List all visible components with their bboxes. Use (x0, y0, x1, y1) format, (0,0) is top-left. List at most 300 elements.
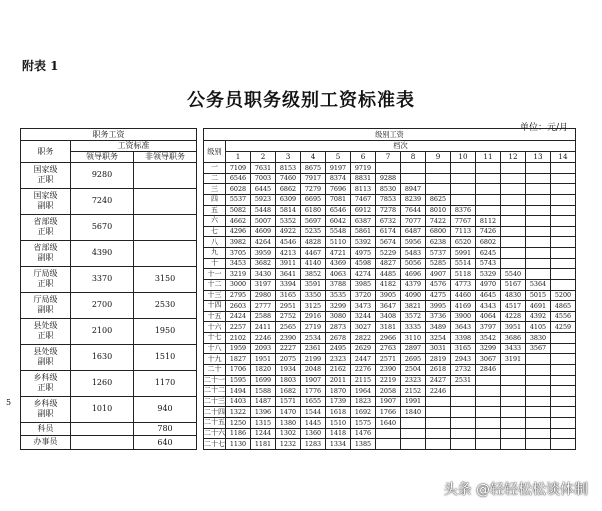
appendix-label: 附表 1 (22, 59, 59, 73)
level-salary-cell: 2565 (276, 322, 301, 333)
level-salary-cell: 6520 (451, 237, 476, 248)
level-salary-cell (451, 163, 476, 174)
level-salary-cell: 1827 (226, 354, 251, 365)
level-salary-cell: 6387 (351, 216, 376, 227)
grade-number: 2 (251, 152, 276, 163)
level-name: 二十 (204, 364, 226, 375)
level-name: 十六 (204, 322, 226, 333)
level-row (204, 301, 576, 312)
level-salary-cell: 3197 (251, 279, 276, 290)
leading-salary (71, 422, 134, 436)
level-salary-cell: 2162 (326, 364, 351, 375)
level-salary-cell (401, 163, 426, 174)
level-salary-cell: 1302 (276, 428, 301, 439)
nonleading-salary: 2530 (134, 292, 197, 318)
level-salary-cell: 4182 (376, 279, 401, 290)
level-salary-cell: 3641 (276, 269, 301, 280)
level-salary-cell: 1403 (226, 396, 251, 407)
level-salary-cell: 1823 (351, 396, 376, 407)
level-salary-cell (501, 226, 526, 237)
level-salary-cell: 3408 (376, 311, 401, 322)
grade-number: 12 (501, 152, 526, 163)
level-name: 十 (204, 258, 226, 269)
post-name: 科员 (21, 422, 71, 436)
level-salary-cell: 3591 (301, 279, 326, 290)
leading-salary: 2700 (71, 292, 134, 318)
level-salary-cell: 4662 (226, 216, 251, 227)
level-salary-cell: 4721 (326, 248, 351, 259)
level-salary-cell (551, 343, 576, 354)
level-row (204, 343, 576, 354)
leading-salary: 5670 (71, 214, 134, 240)
level-salary-cell: 4064 (476, 311, 501, 322)
level-salary-cell: 9197 (326, 163, 351, 174)
level-row (204, 396, 576, 407)
level-salary-cell: 9288 (376, 173, 401, 184)
leading-salary: 2100 (71, 318, 134, 344)
level-row (204, 269, 576, 280)
level-row (204, 184, 576, 195)
level-salary-cell: 1820 (251, 364, 276, 375)
level-salary-cell: 4517 (501, 301, 526, 312)
level-salary-cell: 1494 (226, 386, 251, 397)
side-mark: 5 (6, 398, 12, 407)
level-salary-cell (526, 354, 551, 365)
post-row (21, 188, 197, 214)
level-salary-cell (526, 407, 551, 418)
level-salary-cell: 4264 (251, 237, 276, 248)
level-row (204, 163, 576, 174)
level-salary-cell (501, 375, 526, 386)
level-salary-cell: 4546 (276, 237, 301, 248)
level-salary-cell (551, 333, 576, 344)
level-salary-cell (551, 163, 576, 174)
level-salary-cell: 2276 (351, 364, 376, 375)
nonleading-salary: 780 (134, 422, 197, 436)
level-salary-cell (476, 418, 501, 429)
level-salary-cell (476, 163, 501, 174)
level-salary-cell (501, 364, 526, 375)
level-salary-cell: 2719 (301, 322, 326, 333)
level-row (204, 205, 576, 216)
leading-salary: 9280 (71, 163, 134, 189)
level-name: 十八 (204, 343, 226, 354)
level-salary-cell: 4460 (451, 290, 476, 301)
grade-number: 10 (451, 152, 476, 163)
level-salary-cell: 8947 (401, 184, 426, 195)
level-salary-cell: 6800 (426, 226, 451, 237)
level-salary-cell: 5285 (426, 258, 451, 269)
level-salary-cell: 4485 (376, 269, 401, 280)
level-salary-cell: 5737 (426, 248, 451, 259)
level-salary-cell: 1907 (301, 375, 326, 386)
level-salary-cell (476, 173, 501, 184)
level-salary-cell: 8113 (351, 184, 376, 195)
level-salary-cell (451, 407, 476, 418)
level-salary-cell: 3572 (401, 311, 426, 322)
level-salary-cell: 3027 (351, 322, 376, 333)
leading-salary: 7240 (71, 188, 134, 214)
level-salary-cell (501, 407, 526, 418)
level-salary-cell (501, 237, 526, 248)
level-name: 一 (204, 163, 226, 174)
level-salary-cell: 5956 (401, 237, 426, 248)
level-name: 三 (204, 184, 226, 195)
grade-number: 11 (476, 152, 501, 163)
level-salary-cell: 2323 (326, 354, 351, 365)
level-salary-cell (501, 163, 526, 174)
level-salary-cell: 3985 (351, 279, 376, 290)
leading-post-header: 领导职务 (71, 152, 134, 163)
post-row (21, 396, 197, 422)
level-salary-cell: 4645 (476, 290, 501, 301)
level-salary-cell: 2447 (351, 354, 376, 365)
level-salary-cell: 7696 (326, 184, 351, 195)
level-salary-cell (551, 205, 576, 216)
level-salary-cell (501, 258, 526, 269)
level-salary-cell (376, 163, 401, 174)
level-salary-cell: 3720 (351, 290, 376, 301)
level-salary-cell (501, 418, 526, 429)
level-salary-cell: 2819 (426, 354, 451, 365)
level-salary-cell (551, 354, 576, 365)
level-salary-cell (526, 439, 551, 450)
level-salary-cell (526, 258, 551, 269)
level-salary-cell: 5697 (301, 216, 326, 227)
level-salary-cell (551, 407, 576, 418)
level-salary-cell: 6546 (326, 205, 351, 216)
level-salary-cell: 2048 (301, 364, 326, 375)
level-name: 十九 (204, 354, 226, 365)
level-name: 二十四 (204, 407, 225, 416)
level-salary-cell: 5514 (451, 258, 476, 269)
nonleading-salary (134, 163, 197, 189)
level-salary-cell (451, 418, 476, 429)
level-salary-cell: 4369 (326, 258, 351, 269)
level-salary-cell: 8239 (401, 194, 426, 205)
grade-number: 14 (551, 152, 576, 163)
level-salary-cell (526, 194, 551, 205)
level-salary-cell: 3736 (426, 311, 451, 322)
level-salary-cell: 3398 (451, 333, 476, 344)
level-salary-cell: 4828 (301, 237, 326, 248)
level-salary-cell: 2102 (226, 333, 251, 344)
post-row (21, 370, 197, 396)
level-salary-cell (426, 396, 451, 407)
level-salary-cell: 3453 (226, 258, 251, 269)
post-name: 厅局级 副职 (21, 292, 71, 318)
level-salary-cell: 3982 (226, 237, 251, 248)
level-name: 十四 (204, 301, 226, 312)
level-salary-cell (551, 428, 576, 439)
level-salary-cell: 2943 (451, 354, 476, 365)
level-salary-cell: 1739 (326, 396, 351, 407)
level-salary-cell: 7081 (326, 194, 351, 205)
level-salary-cell: 7631 (251, 163, 276, 174)
level-salary-cell: 1322 (226, 407, 251, 418)
level-salary-cell: 3350 (301, 290, 326, 301)
level-salary-cell (476, 428, 501, 439)
level-salary-cell: 5448 (251, 205, 276, 216)
level-salary-cell: 2152 (401, 386, 426, 397)
level-salary-cell: 5200 (551, 290, 576, 301)
level-salary-cell: 1385 (351, 439, 376, 450)
level-salary-cell: 7917 (301, 173, 326, 184)
level-salary-cell (476, 194, 501, 205)
level-salary-cell: 3110 (401, 333, 426, 344)
level-row (204, 418, 576, 429)
level-salary-cell (526, 396, 551, 407)
level-salary-cell: 5364 (526, 279, 551, 290)
level-salary-cell (426, 407, 451, 418)
level-salary-cell (426, 163, 451, 174)
level-salary-cell: 3905 (376, 290, 401, 301)
level-salary-cell (476, 205, 501, 216)
level-salary-cell: 3821 (401, 301, 426, 312)
level-salary-cell: 1803 (276, 375, 301, 386)
level-salary-cell: 5814 (276, 205, 301, 216)
level-salary-cell: 6238 (426, 237, 451, 248)
level-salary-cell: 2534 (301, 333, 326, 344)
leading-salary: 1010 (71, 396, 134, 422)
level-salary-cell: 4696 (401, 269, 426, 280)
level-salary-cell: 3254 (426, 333, 451, 344)
level-salary-cell: 4275 (426, 290, 451, 301)
level-salary-cell: 4773 (451, 279, 476, 290)
level-salary-cell: 3489 (426, 322, 451, 333)
level-salary-cell: 4691 (526, 301, 551, 312)
level-salary-cell (476, 439, 501, 450)
level-salary-cell (501, 194, 526, 205)
level-salary-cell: 2361 (301, 343, 326, 354)
level-salary-cell: 3682 (251, 258, 276, 269)
level-salary-cell: 3191 (501, 354, 526, 365)
level-name: 十一 (204, 269, 226, 280)
level-row (204, 216, 576, 227)
level-row (204, 279, 576, 290)
level-salary-cell: 5329 (476, 269, 501, 280)
level-salary-cell: 1640 (376, 418, 401, 429)
grade-number: 9 (426, 152, 451, 163)
standard-header: 工资标准 (71, 141, 197, 152)
level-salary-cell (426, 418, 451, 429)
level-salary-cell: 6487 (401, 226, 426, 237)
level-salary-cell: 6309 (276, 194, 301, 205)
level-salary-cell: 1476 (351, 428, 376, 439)
level-salary-cell: 4169 (451, 301, 476, 312)
level-salary-cell (451, 184, 476, 195)
level-salary-cell: 1655 (301, 396, 326, 407)
level-salary-cell: 7426 (476, 226, 501, 237)
level-salary-cell: 4259 (551, 322, 576, 333)
level-salary-cell: 3244 (351, 311, 376, 322)
level-salary-cell: 1964 (351, 386, 376, 397)
level-name: 八 (204, 237, 226, 248)
level-row (204, 428, 576, 439)
level-salary-cell: 3900 (451, 311, 476, 322)
level-salary-cell (501, 386, 526, 397)
level-name: 六 (204, 216, 226, 227)
level-salary-cell: 4213 (276, 248, 301, 259)
level-salary-cell: 3165 (451, 343, 476, 354)
level-salary-cell: 4609 (251, 226, 276, 237)
post-column-header: 职务 (21, 141, 71, 163)
level-salary-cell: 4379 (401, 279, 426, 290)
post-name: 乡科级 正职 (21, 370, 71, 396)
level-salary-cell (551, 279, 576, 290)
level-salary-cell: 3705 (226, 248, 251, 259)
level-salary-cell (526, 216, 551, 227)
level-salary-cell (501, 439, 526, 450)
level-salary-cell: 7422 (426, 216, 451, 227)
level-salary-cell: 2695 (401, 354, 426, 365)
post-name: 办事员 (21, 436, 71, 450)
level-salary-cell: 1470 (276, 407, 301, 418)
nonleading-salary: 640 (134, 436, 197, 450)
unit-note: 单位：元/月 (519, 123, 568, 133)
grade-number: 13 (526, 152, 551, 163)
level-row (204, 237, 576, 248)
post-row (21, 344, 197, 370)
level-name: 十二 (204, 279, 226, 290)
level-salary-cell: 6862 (276, 184, 301, 195)
level-salary-cell: 2678 (326, 333, 351, 344)
grade-number: 3 (276, 152, 301, 163)
level-salary-cell: 1840 (401, 407, 426, 418)
level-name: 四 (204, 194, 226, 205)
level-salary-cell: 5015 (526, 290, 551, 301)
level-salary-cell (551, 375, 576, 386)
level-salary-cell: 2603 (226, 301, 251, 312)
post-row (21, 292, 197, 318)
level-salary-cell: 7644 (401, 205, 426, 216)
level-salary-cell: 5483 (401, 248, 426, 259)
level-name: 五 (204, 205, 226, 216)
level-salary-cell (476, 386, 501, 397)
level-salary-cell: 1181 (251, 439, 276, 450)
level-salary-cell (551, 439, 576, 450)
level-salary-cell: 1360 (301, 428, 326, 439)
level-name: 二十一 (204, 375, 225, 384)
level-salary-cell: 2629 (351, 343, 376, 354)
leading-salary: 3370 (71, 266, 134, 292)
level-salary-cell (551, 269, 576, 280)
level-salary-cell: 3219 (226, 269, 251, 280)
level-salary-cell: 1682 (276, 386, 301, 397)
level-row (204, 322, 576, 333)
level-salary-cell (526, 364, 551, 375)
level-salary-cell: 1315 (251, 418, 276, 429)
level-name: 二十五 (204, 418, 225, 427)
level-salary-cell: 2966 (376, 333, 401, 344)
level-salary-cell (551, 237, 576, 248)
level-salary-cell: 3433 (501, 343, 526, 354)
level-salary-cell: 1699 (251, 375, 276, 386)
level-salary-cell: 3430 (251, 269, 276, 280)
level-salary-cell: 2897 (401, 343, 426, 354)
level-salary-cell: 8112 (476, 216, 501, 227)
level-row (204, 407, 576, 418)
post-row (21, 422, 197, 436)
level-salary-cell: 2504 (401, 364, 426, 375)
level-salary-cell: 2390 (376, 364, 401, 375)
level-salary-cell (526, 237, 551, 248)
level-salary-cell: 1706 (226, 364, 251, 375)
level-salary-cell: 1951 (251, 354, 276, 365)
level-salary-cell (451, 194, 476, 205)
level-salary-cell (526, 163, 551, 174)
level-salary-cell: 2257 (226, 322, 251, 333)
level-salary-cell: 2411 (251, 322, 276, 333)
level-salary-cell: 4576 (426, 279, 451, 290)
level-name: 九 (204, 248, 226, 259)
level-salary-cell: 4296 (226, 226, 251, 237)
level-salary-cell: 1907 (376, 396, 401, 407)
level-salary-cell: 6180 (301, 205, 326, 216)
level-salary-header: 级别工资 (204, 129, 576, 141)
level-salary-cell (451, 439, 476, 450)
level-salary-cell: 2763 (376, 343, 401, 354)
level-name: 二十六 (204, 428, 225, 437)
level-salary-cell: 3995 (426, 301, 451, 312)
level-salary-cell (551, 418, 576, 429)
level-salary-cell: 5674 (376, 237, 401, 248)
level-salary-cell (526, 386, 551, 397)
level-row (204, 290, 576, 301)
level-salary-cell: 3473 (351, 301, 376, 312)
level-salary-cell (526, 226, 551, 237)
level-salary-cell: 3643 (451, 322, 476, 333)
level-salary-cell (551, 396, 576, 407)
level-salary-cell: 1692 (351, 407, 376, 418)
level-salary-cell (426, 428, 451, 439)
level-name: 十五 (204, 311, 226, 322)
level-salary-cell: 1445 (301, 418, 326, 429)
level-salary-cell: 2777 (251, 301, 276, 312)
level-salary-cell: 1544 (301, 407, 326, 418)
level-salary-cell: 4907 (426, 269, 451, 280)
level-salary-cell (526, 173, 551, 184)
nonleading-salary: 1170 (134, 370, 197, 396)
level-salary-cell: 2571 (376, 354, 401, 365)
post-row (21, 163, 197, 189)
level-salary-cell (526, 418, 551, 429)
level-salary-cell (551, 184, 576, 195)
level-salary-table (203, 128, 576, 450)
level-salary-cell: 6042 (326, 216, 351, 227)
level-salary-cell: 1250 (226, 418, 251, 429)
level-salary-cell: 8010 (426, 205, 451, 216)
grade-header: 档次 (226, 141, 576, 152)
level-salary-cell: 2531 (451, 375, 476, 386)
level-row (204, 258, 576, 269)
level-salary-cell: 7113 (451, 226, 476, 237)
level-salary-cell (526, 428, 551, 439)
level-salary-cell: 1487 (251, 396, 276, 407)
level-salary-cell: 7279 (301, 184, 326, 195)
level-salary-cell: 3299 (326, 301, 351, 312)
level-salary-cell (426, 173, 451, 184)
level-salary-cell: 1595 (226, 375, 251, 386)
level-salary-cell (451, 396, 476, 407)
level-salary-cell: 2323 (401, 375, 426, 386)
level-salary-cell: 4827 (376, 258, 401, 269)
level-salary-cell: 5923 (251, 194, 276, 205)
nonleading-salary: 940 (134, 396, 197, 422)
level-row (204, 311, 576, 322)
level-salary-cell: 1776 (301, 386, 326, 397)
post-row (21, 318, 197, 344)
